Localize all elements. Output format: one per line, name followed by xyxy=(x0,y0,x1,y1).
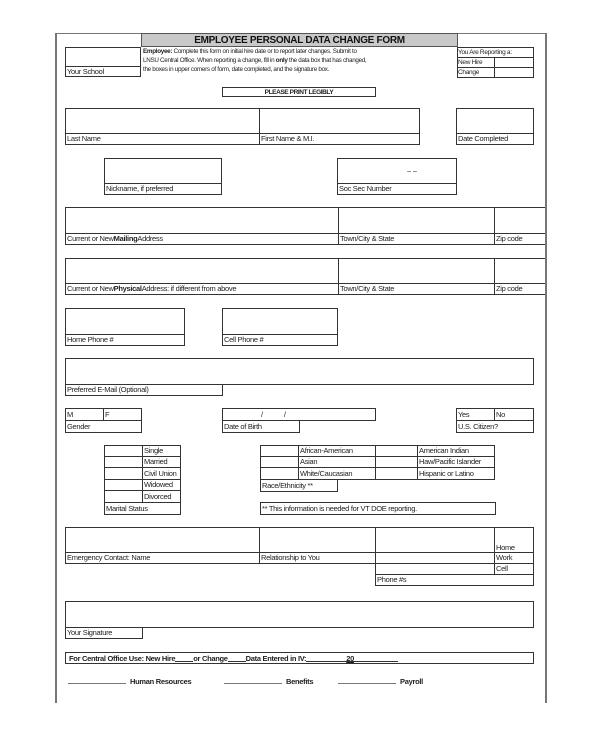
phone-type-cell-label: Cell xyxy=(494,563,534,575)
instructions-line2c: the data box that has changed, xyxy=(287,57,367,64)
dob-label: Date of Birth xyxy=(222,420,300,433)
office-use-new-hire-blank[interactable] xyxy=(175,654,193,662)
race-note: ** This information is needed for VT DOE reporting. xyxy=(260,502,496,515)
office-use-date-blank[interactable] xyxy=(306,655,398,662)
page-border-left xyxy=(55,33,57,703)
office-use-year: 20 xyxy=(346,653,354,663)
marital-widowed-label: Widowed xyxy=(142,479,181,491)
race-asian-label: Asian xyxy=(298,456,376,468)
reporting-change-label: Change xyxy=(457,67,495,78)
signoff-hr-label: Human Resources xyxy=(130,677,192,686)
race-african-american-label: African-American xyxy=(298,445,376,457)
phone-type-home xyxy=(494,527,534,553)
emergency-name-label: Emergency Contact: Name xyxy=(65,552,260,564)
instructions xyxy=(143,47,455,77)
emergency-name-input[interactable] xyxy=(65,527,260,553)
instructions-line1: Complete this form on initial hire date or to report later changes. Submit to xyxy=(172,48,357,55)
email-label: Preferred E-Mail (Optional) xyxy=(65,384,223,396)
citizen-label: U.S. Citizen? xyxy=(456,420,534,433)
mailing-town-label: Town/City & State xyxy=(338,233,495,245)
home-phone-input[interactable] xyxy=(65,308,185,335)
print-legibly-notice: PLEASE PRINT LEGIBLY xyxy=(222,87,376,97)
instructions-lead: Employee: xyxy=(143,48,173,55)
physical-address-label xyxy=(65,283,339,295)
office-use-change-label: or Change xyxy=(193,653,228,663)
last-name-input[interactable] xyxy=(65,108,260,134)
signoff-benefits[interactable] xyxy=(224,677,313,686)
race-pacific-islander-label: Haw/Pacific Islander xyxy=(417,456,495,468)
cell-phone-input[interactable] xyxy=(222,308,338,335)
instructions-line2a: LNSU Central Office. When reporting a change, fill in xyxy=(143,57,276,64)
gender-f-option[interactable]: F xyxy=(103,408,142,421)
ssn-input[interactable] xyxy=(337,158,457,184)
physical-label-bold: Physical xyxy=(113,284,142,294)
your-school-field[interactable] xyxy=(65,47,141,67)
office-use-prefix: For Central Office Use: New Hire xyxy=(69,653,176,663)
emergency-phone-home-input[interactable] xyxy=(375,527,495,553)
date-completed-label: Date Completed xyxy=(456,133,534,145)
race-hispanic-checkbox[interactable] xyxy=(375,467,418,480)
mailing-zip-input[interactable] xyxy=(494,207,545,234)
mailing-label-bold: Mailing xyxy=(113,234,138,244)
race-ethnicity-label: Race/Ethnicity ** xyxy=(260,479,338,492)
emergency-relationship-label: Relationship to You xyxy=(259,552,376,564)
nickname-label: Nickname, if preferred xyxy=(104,183,222,195)
emergency-phone-label: Phone #s xyxy=(375,574,534,586)
form-title: EMPLOYEE PERSONAL DATA CHANGE FORM xyxy=(141,33,458,47)
marital-status-label: Marital Status xyxy=(104,502,181,515)
physical-label-post: Address: if different from above xyxy=(141,284,237,294)
emergency-relationship-input[interactable] xyxy=(259,527,376,553)
marital-civil-union-label: Civil Union xyxy=(142,467,181,480)
physical-town-input[interactable] xyxy=(338,258,495,284)
office-use-row xyxy=(65,652,534,664)
gender-label: Gender xyxy=(65,420,142,433)
race-white-label: White/Caucasian xyxy=(298,467,376,480)
first-name-label: First Name & M.I. xyxy=(259,133,420,145)
reporting-header: You Are Reporting a: xyxy=(457,47,534,58)
ssn-label: Soc Sec Number xyxy=(337,183,457,195)
mailing-label-pre: Current or New xyxy=(67,234,114,244)
citizen-no-option[interactable]: No xyxy=(494,408,534,421)
dob-separators: / / xyxy=(261,410,287,419)
date-completed-input[interactable] xyxy=(456,108,534,134)
physical-town-label: Town/City & State xyxy=(338,283,495,295)
your-school-label: Your School xyxy=(65,66,141,77)
phone-type-work-label: Work xyxy=(494,552,534,564)
cell-phone-label: Cell Phone # xyxy=(222,334,338,346)
signature-label: Your Signature xyxy=(65,627,143,639)
office-use-data-entered-label: Data Entered in IV: xyxy=(245,653,307,663)
home-phone-label: Home Phone # xyxy=(65,334,185,346)
signoff-hr[interactable] xyxy=(68,677,191,686)
instructions-line3: the boxes in upper corners of form, date completed, and the signature box. xyxy=(143,66,330,73)
nickname-input[interactable] xyxy=(104,158,222,184)
instructions-only: only xyxy=(275,57,288,64)
mailing-town-input[interactable] xyxy=(338,207,495,234)
signoff-benefits-label: Benefits xyxy=(286,677,314,686)
page-border-right xyxy=(545,33,547,703)
physical-zip-label: Zip code xyxy=(494,283,545,295)
last-name-label: Last Name xyxy=(65,133,260,145)
physical-address-input[interactable] xyxy=(65,258,339,284)
phone-type-home-label: Home xyxy=(496,542,515,552)
marital-single-label: Single xyxy=(142,445,181,457)
marital-divorced-label: Divorced xyxy=(142,490,181,503)
mailing-address-input[interactable] xyxy=(65,207,339,234)
signoff-payroll-label: Payroll xyxy=(400,677,423,686)
email-input[interactable] xyxy=(65,358,534,385)
gender-m-option[interactable]: M xyxy=(65,408,104,421)
mailing-address-label xyxy=(65,233,339,245)
ssn-separators: – – xyxy=(407,167,417,175)
reporting-new-hire-label: New Hire xyxy=(457,57,495,68)
mailing-zip-label: Zip code xyxy=(494,233,545,245)
signature-input[interactable] xyxy=(65,601,534,628)
signoff-payroll[interactable] xyxy=(338,677,423,686)
office-use-change-blank[interactable] xyxy=(228,654,246,662)
first-name-input[interactable] xyxy=(259,108,420,134)
citizen-yes-option[interactable]: Yes xyxy=(456,408,495,421)
physical-label-pre: Current or New xyxy=(67,284,114,294)
reporting-change-checkbox[interactable] xyxy=(494,67,534,78)
physical-zip-input[interactable] xyxy=(494,258,545,284)
marital-married-label: Married xyxy=(142,456,181,468)
signoff-row xyxy=(68,677,538,687)
mailing-label-post: Address xyxy=(137,234,163,244)
race-american-indian-label: American Indian xyxy=(417,445,495,457)
race-hispanic-label: Hispanic or Latino xyxy=(417,467,495,480)
